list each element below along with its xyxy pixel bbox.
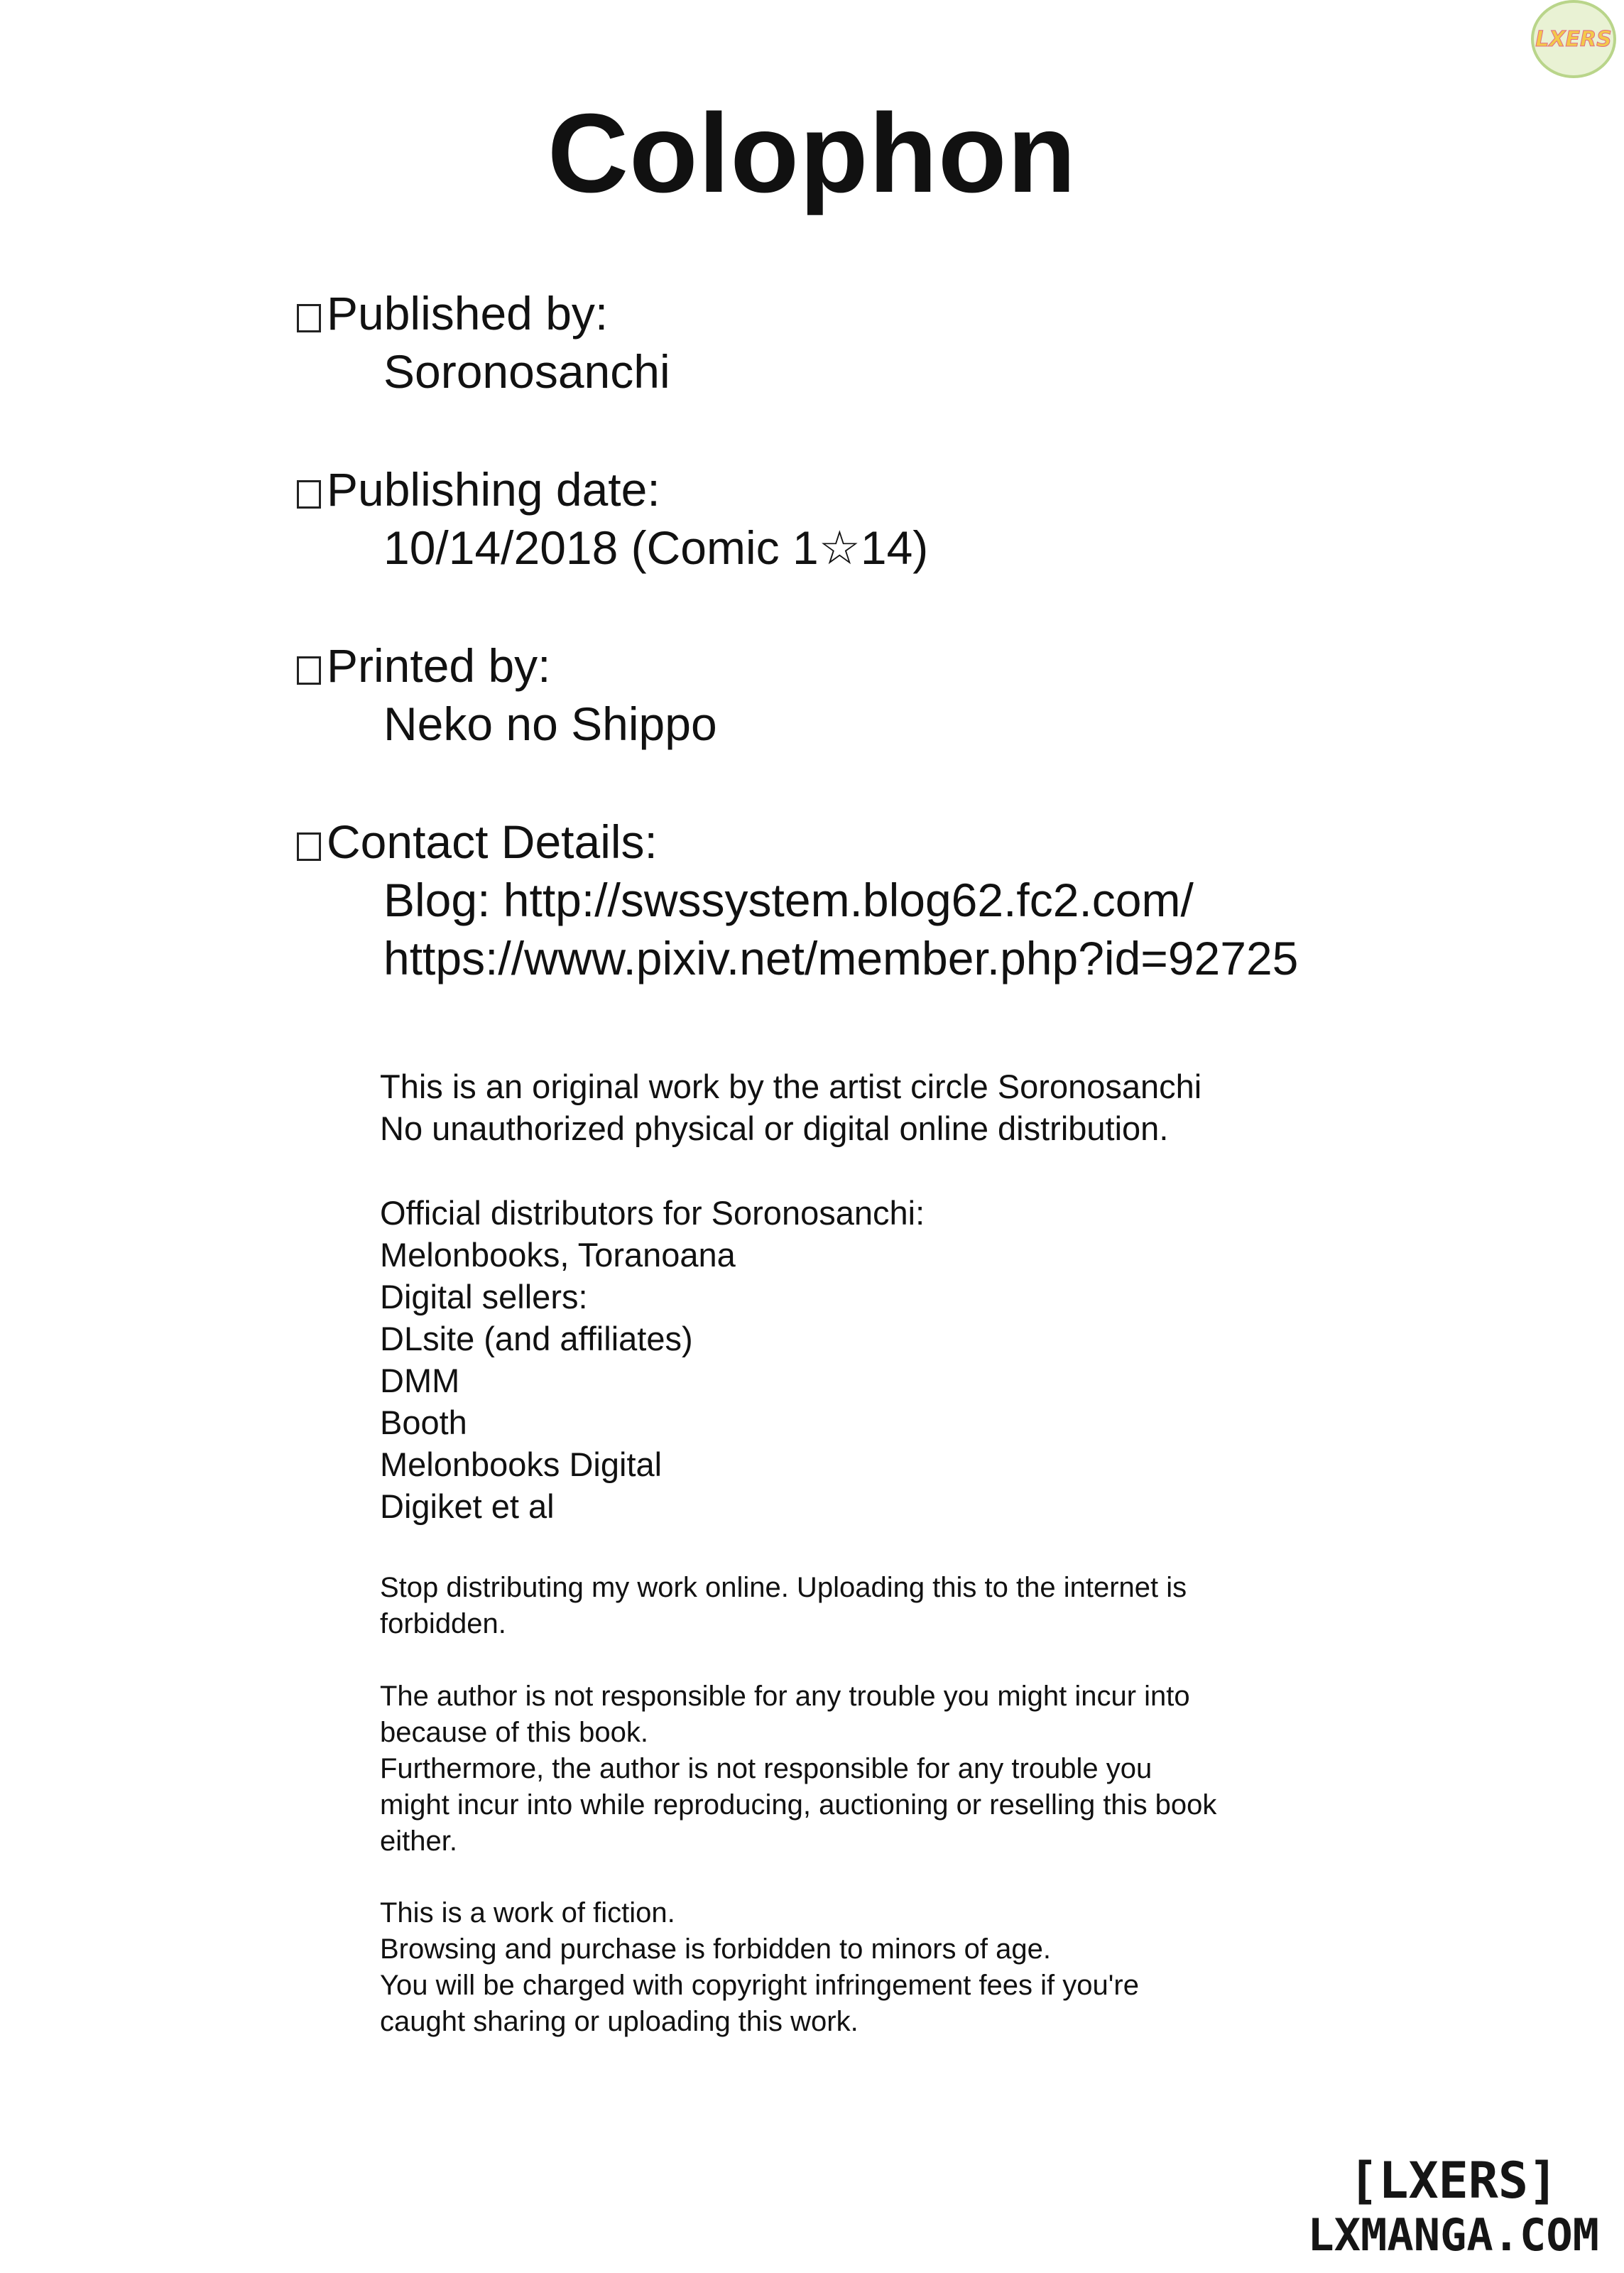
notice-distributors: [380, 1192, 1303, 1527]
published-by-section: [297, 284, 1433, 401]
notice-original-work: [380, 1065, 1303, 1149]
publishing-date-value: 10/14/2018 (Comic 1☆14): [383, 521, 929, 574]
printed-by-section: [297, 636, 1433, 753]
text-line: caught sharing or uploading this work.: [380, 2006, 859, 2037]
contact-section: [297, 813, 1433, 987]
text-line: DMM: [380, 1362, 460, 1399]
printed-by-label: Printed by:: [297, 636, 1433, 695]
text-line: Stop distributing my work online. Uploading this to the internet is: [380, 1572, 1187, 1603]
checkbox-icon: [297, 656, 321, 685]
printed-by-value: Neko no Shippo: [383, 698, 717, 750]
lxers-logo: [1531, 0, 1616, 78]
lxmanga-watermark: [1307, 2152, 1599, 2262]
text-line: because of this book.: [380, 1717, 649, 1748]
text-line: Browsing and purchase is forbidden to minors of age.: [380, 1933, 1051, 1965]
publishing-date-section: [297, 460, 1433, 577]
notice-responsibility: [380, 1678, 1303, 1860]
text-line: Digital sellers:: [380, 1278, 588, 1315]
text-line: This is a work of fiction.: [380, 1897, 675, 1928]
checkbox-icon: [297, 480, 321, 509]
notice-stop-distribution: [380, 1570, 1303, 1642]
published-by-label: Published by:: [297, 284, 1433, 342]
contact-pixiv: https://www.pixiv.net/member.php?id=92725: [383, 932, 1299, 984]
page-title: Colophon: [547, 91, 1077, 216]
text-line: No unauthorized physical or digital online distribution.: [380, 1110, 1169, 1147]
publishing-date-label: Publishing date:: [297, 460, 1433, 519]
watermark-brand: [LXERS]: [1348, 2152, 1559, 2210]
watermark-site: LXMANGA.COM: [1307, 2209, 1599, 2261]
text-line: might incur into while reproducing, auctioning or reselling this book: [380, 1789, 1217, 1821]
text-line: Digiket et al: [380, 1487, 555, 1525]
text-line: forbidden.: [380, 1608, 506, 1639]
text-line: This is an original work by the artist circle Soronosanchi: [380, 1068, 1202, 1105]
text-line: The author is not responsible for any trouble you might incur into: [380, 1681, 1190, 1712]
text-line: Booth: [380, 1404, 467, 1441]
contact-blog: Blog: http://swssystem.blog62.fc2.com/: [383, 874, 1194, 926]
lxers-logo-text: LXERS: [1535, 26, 1612, 52]
text-line: either.: [380, 1826, 457, 1857]
text-line: You will be charged with copyright infringement fees if you're: [380, 1970, 1139, 2001]
text-line: Furthermore, the author is not responsible for any trouble you: [380, 1753, 1152, 1784]
notice-fiction: [380, 1895, 1303, 2040]
contact-label: Contact Details:: [297, 813, 1433, 871]
published-by-value: Soronosanchi: [383, 345, 670, 398]
checkbox-icon: [297, 832, 321, 861]
text-line: Official distributors for Soronosanchi:: [380, 1194, 925, 1232]
text-line: Melonbooks, Toranoana: [380, 1236, 736, 1274]
text-line: DLsite (and affiliates): [380, 1320, 693, 1357]
text-line: Melonbooks Digital: [380, 1445, 663, 1483]
checkbox-icon: [297, 304, 321, 332]
